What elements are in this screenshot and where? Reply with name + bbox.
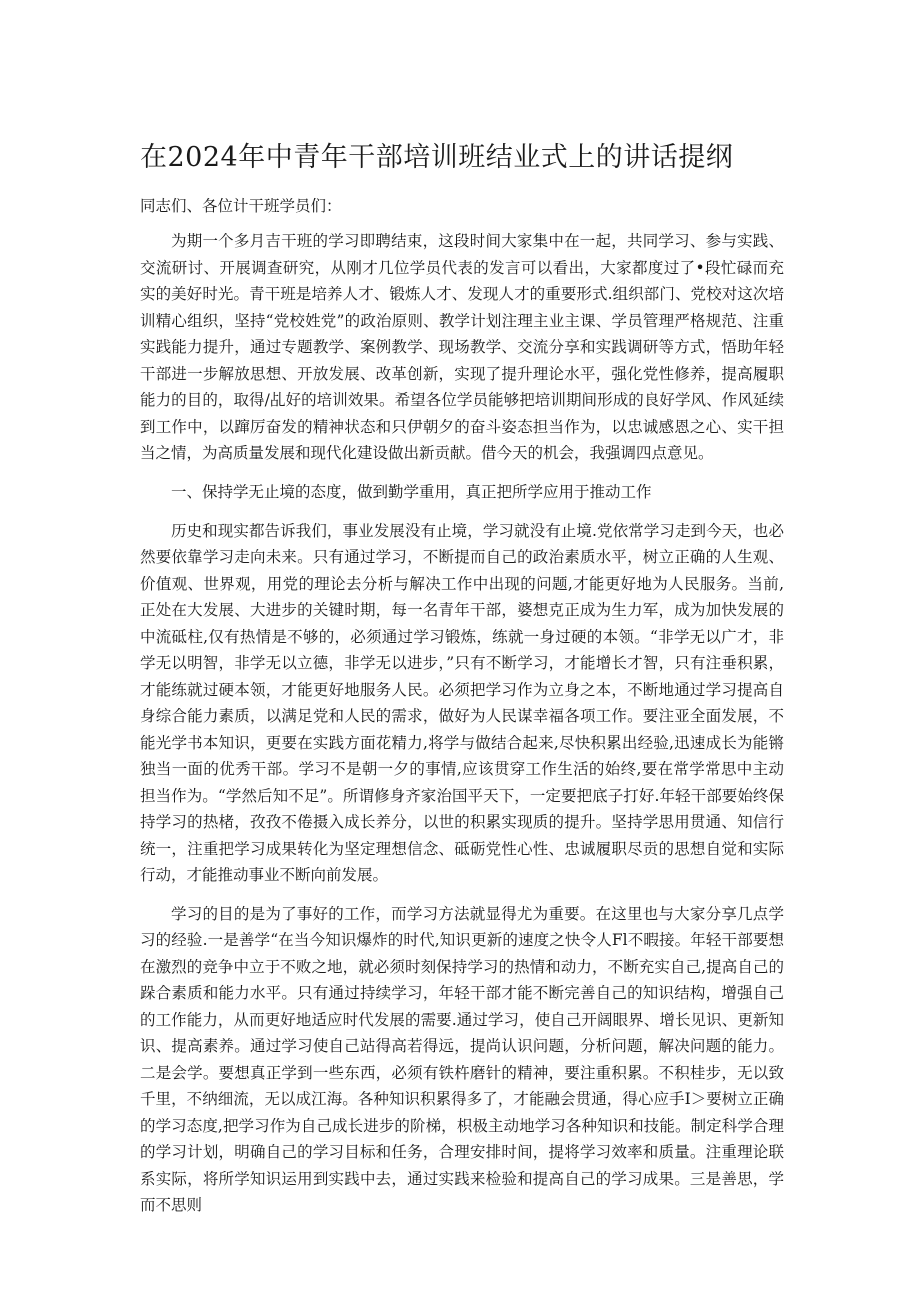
- paragraph-study-methods: 学习的目的是为了事好的工作，而学习方法就显得尤为重要。在这里也与大家分享几点学习的经验.一是善学“在当今知识爆炸的时代,知识更新的速度之快令人Fl不暇接。年轻干部要想在激烈的竞争中立于不败之地，就必须时刻保持学习的热情和动力，不断充实自己,提高自己的跺合素质和能力水平。只有通过持续学习，年轻干部才能不断完善自己的知识结构，增强自己的工作能力，从而更好地适应时代发展的需要.通过学习，使自己开阔眼界、增长见识、更新知识、提高素养。通过学习使自己站得高若得远，提尚认识问题，分析问题，解决问题的能力。二是会学。要想真正学到一些东西，必须有铁杵磨针的精神，要注重积累。不积桂步，无以致千里，不纳细流，无以成江海。各种知识积累得多了，才能融会贯通，得心应手I＞要树立正确的学习态度,把学习作为自己成长进步的阶梯，枳极主动地学习各种知识和技能。制定科学合理的学习计划，明确自己的学习目标和任务，合理安排时间，提将学习效率和质量。注重理论联系实际，将所学知识运用到实践中去，通过实践来检验和提高自己的学习成果。三是善思，学而不思则: [140, 904, 784, 1214]
- salutation: 同志们、各位计干班学员们：: [140, 197, 342, 215]
- paragraph-history: 历史和现实都告诉我们，事业发展没有止境，学习就没有止境.党依常学习走到今天，也必然要依靠学习走向未来。只有通过学习，不断提而自己的政治素质水平，树立正确的人生观、价值观、世界观，用党的理论去分析与解决工作中出现的问题,才能更好地为人民服务。当前,正处在大发展、大进步的关键时期，每一名青年干部，婆想克正成为生力军，成为加快发展的中流砥柱,仅有热情是不够的，必须通过学习锻炼，练就一身过硬的本领。“非学无以广才，非学无以明智，非学无以立德，非学无以进步，”只有不断学习，才能增长才智，只有注垂积累，才能练就过硬本领，才能更好地服务人民。必须把学习作为立身之本，不断地通过学习提高自身综合能力素质，以满足党和人民的需求，做好为人民谋幸福各项工作。要注亚全面发展，不能光学书本知识，更要在实践方面花精力,将学与做结合起来,尽快积累出经验,迅速成长为能锵独当一面的优秀干部。学习不是朝一夕的事情,应该贯穿工作生活的始终,要在常学常思中主动担当作为。“学然后知不足”。所谓修身齐家治国平天下，一定要把底子打好.年轻干部要始终保持学习的热楮，孜孜不倦摄入成长养分，以世的积累实现质的提升。坚持学思用贯通、知信行统一，注重把学习成果转化为坚定理想信念、砥砺党性心性、忠诚履职尽贡的思想自觉和实际行动，才能推动事业不断向前发展。: [140, 521, 784, 884]
- section-heading: 一、保持学无止境的态度，做到勤学重用，真正把所学应用于推动工作: [171, 482, 652, 501]
- document-title: 在2024年中青年干部培训班结业式上的讲话提纲: [140, 142, 734, 173]
- document-page: [140, 138, 784, 1219]
- paragraph-intro: 为期一个多月吉干班的学习即聘结束，这段时间大家集中在一起，共同学习、参与实践、交流研讨、开展调查研究，从刚才几位学员代表的发言可以看出，大家都度过了•段忙碌而充实的美好时光。青干班是培养人才、锻炼人才、发现人才的重要形式.组织部门、党校对这次培训精心组织，坚持“党校姓党”的政治原则、教学计划注理主业主课、学员管理严格规范、注重实践能力提升，通过专题教学、案例教学、现场教学、交流分享和实践调研等方式，悟助年轻干部进一步解放思想、开放发展、改革创新，实现了提升理论水平，强化党性修养，提高履职能力的目的，取得/乩好的培训效果。希望各位学员能够把培训期间形成的良好学风、作风延续到工作中，以蹿厉奋发的精神状态和只伊朝夕的奋斗姿态担当作为，以忠诚感恩之心、实干担当之情，为高质量发展和现代化建设做出新贡献。借今天的机会，我强调四点意见。: [140, 232, 784, 462]
